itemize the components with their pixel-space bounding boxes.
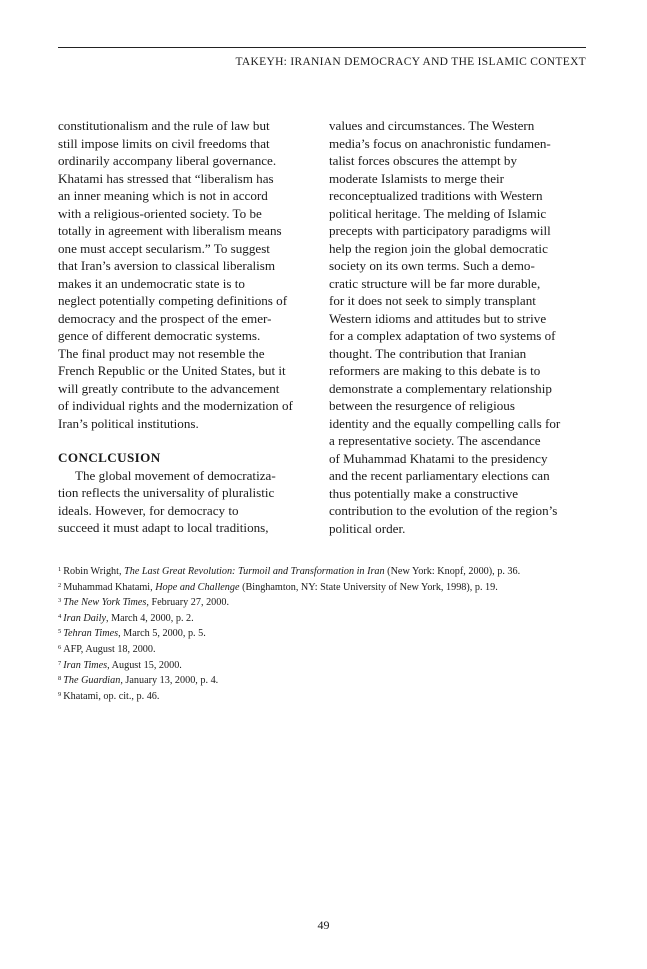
text-line: moderate Islamists to merge their [329, 170, 505, 186]
footnote [58, 657, 598, 673]
footnote [58, 610, 598, 626]
footnote-text: , February 27, 2000. [146, 597, 229, 609]
text-line: ideals. However, for democracy to [58, 502, 239, 518]
text-line: an inner meaning which is not in accord [58, 188, 268, 203]
text-line: will greatly contribute to the advancement [58, 380, 280, 396]
text-line: for it does not seek to simply transplant [329, 293, 536, 308]
footnote [58, 672, 598, 688]
footnote-number: 3 [58, 597, 62, 605]
header-rule [58, 47, 586, 48]
footnote-text: Robin Wright, [63, 566, 125, 577]
text-line: French Republic or the United States, but it [58, 363, 286, 378]
text-line: values and circumstances. The Western [329, 118, 535, 133]
footnote-number: 8 [58, 675, 62, 683]
text-line: Iran’s political institutions. [58, 415, 199, 431]
text-line: The global movement of democratiza- [75, 467, 276, 483]
text-line: one must accept secularism.” To suggest [58, 240, 270, 256]
text-line: The final product may not resemble the [58, 345, 265, 361]
text-line: political order. [329, 520, 406, 536]
footnote-number: 5 [58, 628, 62, 636]
footnote-title: Iran Daily [63, 612, 106, 624]
running-head: TAKEYH: IRANIAN DEMOCRACY AND THE ISLAMIC CONTEXT [235, 56, 586, 68]
text-line: for a complex adaptation of two systems of [329, 328, 556, 343]
text-line: and the recent parliamentary elections can [329, 468, 550, 483]
text-line: between the resurgence of religious [329, 398, 515, 413]
footnote-title: The Guardian [63, 675, 121, 687]
text-line: still impose limits on civil freedoms that [58, 135, 270, 151]
text-line: media’s focus on anachronistic fundamen- [329, 135, 551, 151]
text-line: of individual rights and the modernization of [58, 398, 293, 413]
footnote [58, 594, 598, 610]
text-line: makes it an undemocratic state is to [58, 275, 245, 291]
right-column [329, 117, 591, 537]
text-line: Khatami has stressed that “liberalism has [58, 170, 274, 186]
footnote-title: Hope and Challenge [155, 581, 240, 593]
footnote [58, 563, 598, 579]
text-line: identity and the equally compelling calls for [329, 415, 561, 431]
right-column-body [329, 117, 591, 537]
text-line: Western idioms and attitudes but to strive [329, 310, 547, 326]
text-line: help the region join the global democratic [329, 240, 548, 256]
text-line: totally in agreement with liberalism means [58, 223, 282, 238]
page-number: 49 [317, 918, 330, 932]
footnote-text: , March 4, 2000, p. 2. [105, 612, 194, 624]
footnote-title: Tehran Times [63, 628, 119, 640]
footnote [58, 688, 598, 704]
footnote [58, 625, 598, 641]
text-line: society on its own terms. Such a demo- [329, 258, 535, 273]
text-line: thought. The contribution that Iranian [329, 345, 527, 361]
footnote-text: , January 13, 2000, p. 4. [120, 675, 219, 687]
text-line: precepts with participatory paradigms will [329, 223, 551, 238]
footnote-number: 9 [58, 690, 62, 698]
section-heading: CONCLCUSION [58, 450, 161, 465]
footnote-title: The New York Times [63, 597, 147, 609]
footnote-title: Iran Times [63, 659, 108, 671]
footnote-number: 4 [58, 612, 62, 620]
text-line: talist forces obscures the attempt by [329, 153, 517, 168]
text-line: ordinarily accompany liberal governance. [58, 153, 277, 168]
left-column [58, 117, 320, 537]
footnote-number: 1 [58, 566, 62, 573]
conclusion-paragraph [58, 467, 320, 537]
text-line: gence of different democratic systems. [58, 328, 261, 343]
text-line: thus potentially make a constructive [329, 485, 519, 501]
text-line: demonstrate a complementary relationship [329, 380, 552, 396]
text-line: with a religious-oriented society. To be [58, 205, 262, 221]
footnote-text: (Binghamton, NY: State University of New York, 1998), p. 19. [239, 581, 498, 593]
text-line: political heritage. The melding of Islamic [329, 205, 547, 221]
footnote-text: , March 5, 2000, p. 5. [118, 628, 206, 640]
footnote-title: The Last Great Revolution: Turmoil and Transformation in Iran [124, 566, 385, 577]
footnote [58, 641, 598, 657]
text-line: reconceptualized traditions with Western [329, 188, 543, 203]
text-line: democracy and the prospect of the emer- [58, 310, 272, 326]
footnote-text: (New York: Knopf, 2000), p. 36. [384, 566, 521, 577]
text-line: cratic structure will be far more durable, [329, 275, 541, 291]
text-line: constitutionalism and the rule of law but [58, 118, 270, 133]
footnote [58, 579, 598, 595]
footnote-number: 2 [58, 581, 62, 589]
text-line: a representative society. The ascendance [329, 433, 541, 448]
footnote-text: Khatami, op. cit., p. 46. [63, 690, 160, 702]
footnote-text: Muhammad Khatami, [63, 581, 156, 593]
left-column-body [58, 117, 320, 432]
text-line: of Muhammad Khatami to the presidency [329, 450, 548, 466]
text-line: tion reflects the universality of pluralistic [58, 485, 275, 500]
text-line: neglect potentially competing definitions of [58, 293, 288, 308]
footnote-number: 6 [58, 643, 62, 651]
text-line: that Iran’s aversion to classical liberalism [58, 258, 276, 273]
footnote-text: AFP, August 18, 2000. [63, 643, 156, 655]
footnotes [58, 563, 598, 703]
text-line: succeed it must adapt to local traditions, [58, 520, 269, 535]
text-line: reformers are making to this debate is to [329, 363, 541, 378]
footnote-number: 7 [58, 659, 62, 667]
footnote-text: , August 15, 2000. [107, 659, 182, 671]
text-line: contribution to the evolution of the region’s [329, 503, 558, 518]
